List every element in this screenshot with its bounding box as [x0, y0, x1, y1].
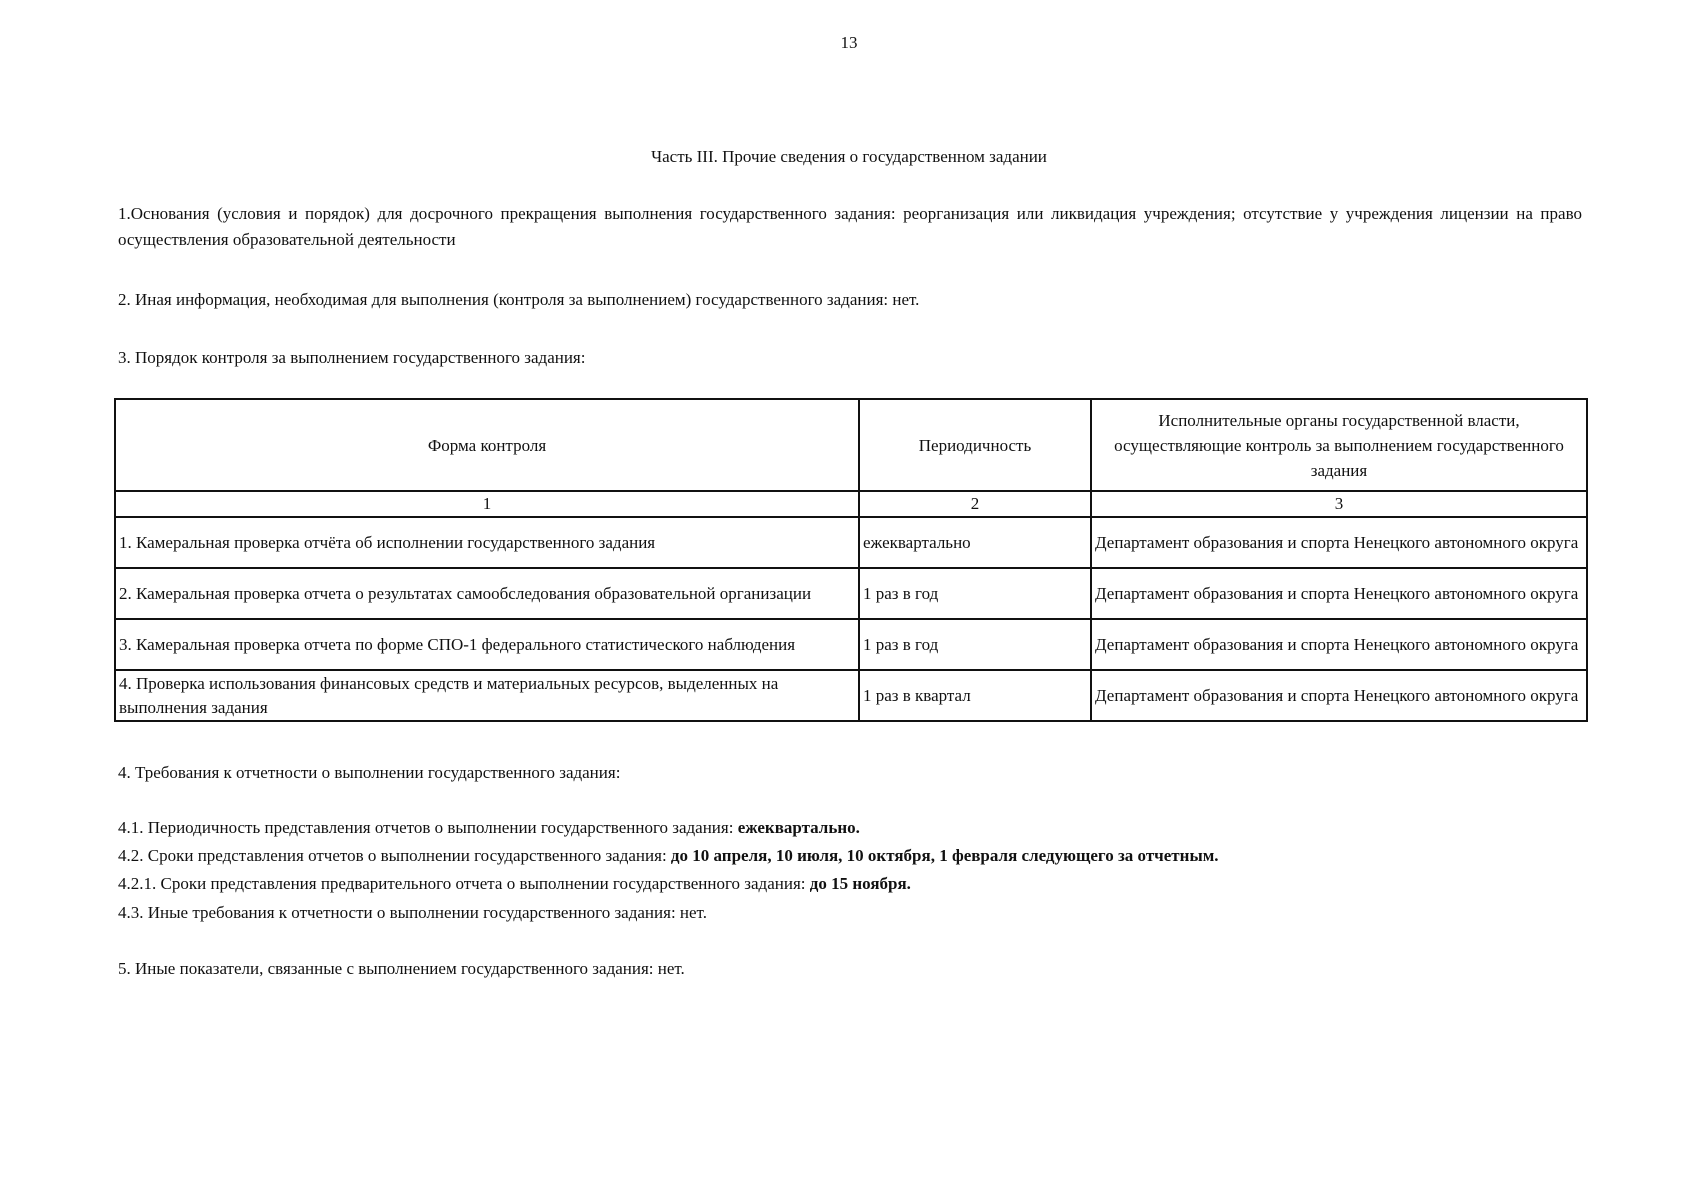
control-table [114, 398, 1588, 722]
table-header-row [115, 399, 1587, 491]
column-number: 3 [1091, 491, 1587, 517]
paragraph-4-3-other-requirements: 4.3. Иные требования к отчетности о выполнении государственного задания: нет. [118, 903, 707, 922]
table-row [115, 568, 1587, 619]
table-row [115, 517, 1587, 568]
table-column-numbers-row [115, 491, 1587, 517]
page-number: 13 [840, 33, 858, 52]
cell-periodicity: ежеквартально [859, 517, 1091, 568]
paragraph-5-other-indicators: 5. Иные показатели, связанные с выполнением государственного задания: нет. [118, 959, 685, 978]
cell-authority: Департамент образования и спорта Ненецкого автономного округа [1091, 568, 1587, 619]
paragraph-text: 4.2. Сроки представления отчетов о выполнении государственного задания: [118, 846, 671, 865]
cell-authority: Департамент образования и спорта Ненецкого автономного округа [1091, 670, 1587, 721]
cell-control-form: 2. Камеральная проверка отчета о результатах самообследования образовательной организации [115, 568, 859, 619]
cell-periodicity: 1 раз в год [859, 568, 1091, 619]
paragraph-1-termination-grounds: 1.Основания (условия и порядок) для досрочного прекращения выполнения государственного задания: реорганизация или ликвидация учреждения; отсутствие у учреждения лицензии на право осуществления образовательной деятельности [118, 204, 1582, 249]
paragraph-bold-value: до 10 апреля, 10 июля, 10 октября, 1 февраля следующего за отчетным. [670, 846, 1219, 865]
cell-authority: Департамент образования и спорта Ненецкого автономного округа [1091, 517, 1587, 568]
cell-control-form: 1. Камеральная проверка отчёта об исполнении государственного задания [115, 517, 859, 568]
cell-periodicity: 1 раз в квартал [859, 670, 1091, 721]
column-number: 2 [859, 491, 1091, 517]
column-number: 1 [115, 491, 859, 517]
paragraph-text: 4.2.1. Сроки представления предварительного отчета о выполнении государственного задания: [118, 874, 810, 893]
table-row [115, 670, 1587, 721]
cell-control-form: 4. Проверка использования финансовых средств и материальных ресурсов, выделенных на выполнения задания [115, 670, 859, 721]
paragraph-4-reporting-requirements: 4. Требования к отчетности о выполнении государственного задания: [118, 763, 621, 782]
paragraph-4-2-deadlines [118, 843, 1582, 869]
paragraph-4-1-periodicity [118, 815, 1582, 841]
paragraph-3-control-order: 3. Порядок контроля за выполнением государственного задания: [118, 348, 586, 367]
part-title: Часть III. Прочие сведения о государственном задании [651, 147, 1047, 166]
cell-authority: Департамент образования и спорта Ненецкого автономного округа [1091, 619, 1587, 670]
paragraph-4-2-1-preliminary-deadline [118, 871, 1582, 897]
paragraph-2-other-info: 2. Иная информация, необходимая для выполнения (контроля за выполнением) государственного задания: нет. [118, 290, 920, 309]
paragraph-text: 4.1. Периодичность представления отчетов о выполнении государственного задания: [118, 818, 738, 837]
header-authorities: Исполнительные органы государственной власти, осуществляющие контроль за выполнением государственного задания [1091, 399, 1587, 491]
cell-periodicity: 1 раз в год [859, 619, 1091, 670]
header-control-form: Форма контроля [115, 399, 859, 491]
table-row [115, 619, 1587, 670]
header-periodicity: Периодичность [859, 399, 1091, 491]
cell-control-form: 3. Камеральная проверка отчета по форме СПО-1 федерального статистического наблюдения [115, 619, 859, 670]
paragraph-bold-value: ежеквартально. [737, 818, 860, 837]
paragraph-bold-value: до 15 ноября. [809, 874, 911, 893]
